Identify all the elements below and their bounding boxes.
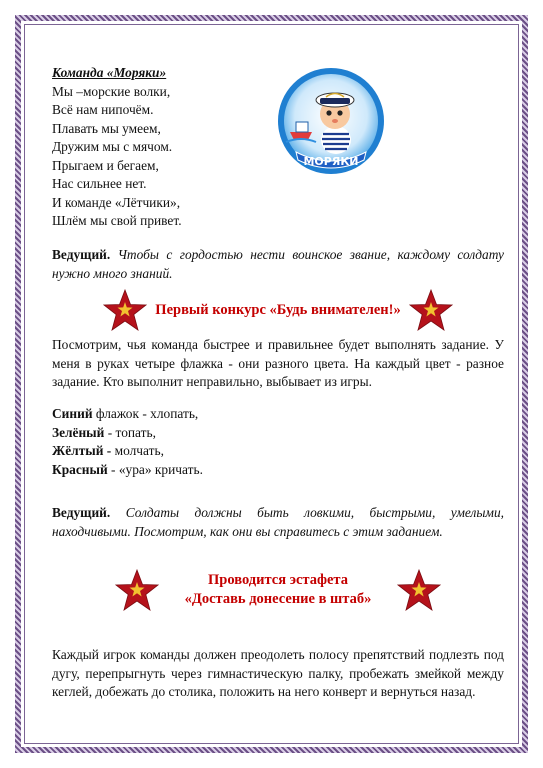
- flag-rule: [52, 424, 504, 443]
- flag-color: Красный: [52, 461, 108, 477]
- contest-title: Первый конкурс «Будь внимателен!»: [155, 301, 401, 318]
- red-star-icon: [397, 568, 441, 612]
- flag-task: флажок - хлопать,: [92, 406, 199, 421]
- relay-title: [185, 571, 372, 609]
- flag-task: - топать,: [104, 424, 156, 440]
- emblem-banner-text: МОРЯКИ: [303, 155, 359, 168]
- poem-line: Всё нам нипочём.: [52, 102, 154, 117]
- poem-line: Прыгаем и бегаем,: [52, 157, 159, 173]
- flag-task: молчать,: [111, 443, 164, 458]
- flag-rule: [52, 442, 504, 461]
- poem-line: Мы –морские волки,: [52, 83, 171, 99]
- red-star-icon: [103, 288, 147, 332]
- red-star-icon: [409, 288, 453, 332]
- poem-line: Плавать мы умеем,: [52, 120, 161, 136]
- host-text: Чтобы с гордостью нести воинское звание, каждому солдату нужно много знаний.: [52, 247, 504, 281]
- flag-rules-list: [52, 405, 504, 479]
- flag-rule: [52, 405, 504, 424]
- contest-description: Посмотрим, чья команда быстрее и правильнее будет выполнять задание. У меня в руках четыре флажка - они разного цвета. На каждый цвет - разное задание. Кто выполнит неправильно, выбывает из игры.: [52, 337, 504, 389]
- red-star-icon: [115, 568, 159, 612]
- poem-line: Нас сильнее нет.: [52, 176, 147, 191]
- poem-title: Команда «Моряки»: [52, 65, 167, 80]
- host-remark-2: [52, 504, 504, 541]
- sailor-team-emblem: [276, 66, 386, 176]
- host-label: Ведущий.: [52, 505, 111, 520]
- flag-color: Зелёный: [52, 424, 105, 440]
- relay-title-line-1: Проводится эстафета: [208, 572, 348, 588]
- relay-heading-row: [52, 568, 504, 612]
- poem-line: Шлём мы свой привет.: [52, 213, 182, 228]
- flag-task: - «ура» кричать.: [107, 461, 203, 477]
- host-text: Солдаты должны быть ловкими, быстрыми, умелыми, находчивыми. Посмотрим, как они вы справитесь с этим заданием.: [52, 505, 504, 539]
- flag-color: Синий: [52, 406, 93, 421]
- flag-rule: [52, 461, 504, 480]
- host-remark-1: [52, 246, 504, 283]
- poem-line: Дружим мы с мячом.: [52, 139, 173, 154]
- flag-color: Жёлтый -: [52, 443, 112, 458]
- poem-line: И команде «Лётчики»,: [52, 194, 181, 210]
- relay-title-line-2: «Доставь донесение в штаб»: [184, 591, 372, 607]
- relay-description: Каждый игрок команды должен преодолеть полосу препятствий подлезть под дугу, перепрыгнуть через гимнастическую палку, пробежать змейкой между кеглей, добежать до столика, положить на него конверт и вернуться назад.: [52, 647, 504, 699]
- host-label: Ведущий.: [52, 247, 111, 262]
- contest-heading-row: [52, 288, 504, 332]
